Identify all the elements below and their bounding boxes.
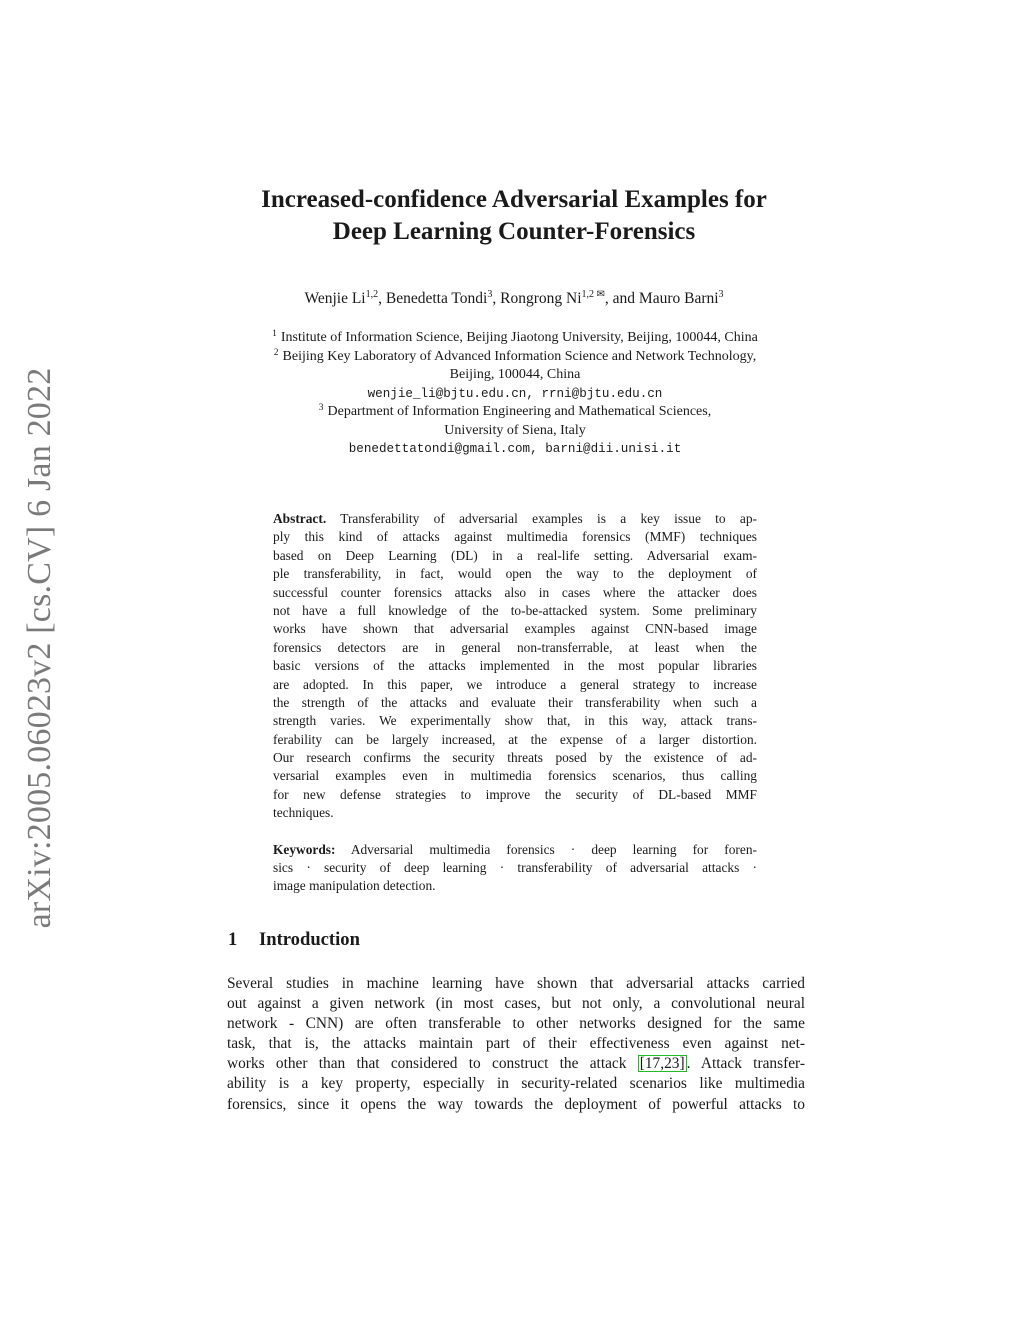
title-line-2: Deep Learning Counter-Forensics <box>332 218 696 245</box>
section-number: 1 <box>228 929 238 950</box>
body-text-segment: works other than that considered to construct the attack <box>227 1055 638 1073</box>
citation-link[interactable]: [17,23] <box>639 1055 685 1073</box>
author-name: Rongrong Ni <box>500 290 582 307</box>
abstract-line: strength varies. We experimentally show that, in this way, attack trans- <box>273 713 757 729</box>
citation-number: 17 <box>644 1055 661 1073</box>
keywords-text: Adversarial multimedia forensics · deep learning for foren- <box>350 841 757 857</box>
abstract-line: versarial examples even in multimedia forensics scenarios, thus calling <box>273 768 757 784</box>
author-name: Mauro Barni <box>638 290 719 307</box>
body-line <box>227 1054 805 1074</box>
body-line: network - CNN) are often transferable to other networks designed for the same <box>227 1015 805 1033</box>
citation-number: 23 <box>664 1055 680 1073</box>
author-separator: , and <box>604 290 639 307</box>
paper-title <box>180 184 848 248</box>
section-heading-introduction <box>228 929 360 951</box>
body-text-segment: . Attack transfer- <box>686 1055 805 1073</box>
abstract-line: techniques. <box>273 805 334 821</box>
affiliation-number: 3 <box>318 403 324 413</box>
affiliation-number: 1 <box>272 329 277 339</box>
abstract-line: are adopted. In this paper, we introduce a general strategy to increase <box>273 676 757 692</box>
abstract-line <box>273 510 757 528</box>
affiliation-1 <box>220 329 810 348</box>
section-title: Introduction <box>259 929 360 950</box>
author-affiliation-mark: 1,2 <box>365 289 379 300</box>
abstract-line: successful counter forensics attacks also in cases where the attacker does <box>273 584 757 600</box>
arxiv-identifier-stamp <box>16 368 64 928</box>
keywords-line: sics · security of deep learning · transferability of adversarial attacks · <box>273 860 757 876</box>
email-addresses: wenjie_li@bjtu.edu.cn, rrni@bjtu.edu.cn <box>367 386 663 401</box>
affiliation-3 <box>220 403 810 422</box>
abstract-block <box>273 510 757 896</box>
title-line-1: Increased-confidence Adversarial Examples for <box>261 186 767 213</box>
abstract-line: ferability can be largely increased, at the expense of a larger distortion. <box>273 731 757 747</box>
author-name: Benedetta Tondi <box>385 290 488 307</box>
abstract-line: ply this kind of attacks against multimedia forensics (MMF) techniques <box>273 529 757 545</box>
abstract-line: not have a full knowledge of the to-be-attacked system. Some preliminary <box>273 602 757 618</box>
body-line: ability is a key property, especially in security-related scenarios like multimedia <box>227 1075 805 1093</box>
author-list <box>180 290 848 308</box>
email-addresses: benedettatondi@gmail.com, barni@dii.unisi.it <box>348 442 682 456</box>
arxiv-identifier-text: arXiv:2005.06023v2 [cs.CV] 6 Jan 2022 <box>21 367 58 929</box>
body-line: forensics, since it opens the way towards the deployment of powerful attacks to <box>227 1095 805 1113</box>
body-line: out against a given network (in most cases, but not only, a convolutional neural <box>227 995 805 1013</box>
citation-separator: , <box>660 1055 665 1073</box>
author-affiliation-mark: 3 <box>487 289 493 300</box>
body-line: Several studies in machine learning have shown that adversarial attacks carried <box>227 975 805 992</box>
affiliation-text: Department of Information Engineering and Mathematical Sciences, <box>327 404 712 419</box>
affiliation-emails-2 <box>220 440 810 458</box>
abstract-text: Transferability of adversarial examples is a key issue to ap- <box>340 511 757 526</box>
author-separator: , <box>378 290 386 307</box>
author-separator: , <box>492 290 501 307</box>
author-name: Wenjie Li <box>304 290 366 307</box>
keywords-label: Keywords: <box>273 841 336 857</box>
abstract-line: forensics detectors are in general non-transferrable, at least when the <box>273 639 757 655</box>
abstract-line: Our research confirms the security threats posed by the existence of ad- <box>273 750 757 766</box>
abstract-line: works have shown that adversarial examples against CNN-based image <box>273 621 757 637</box>
affiliation-number: 2 <box>273 347 279 358</box>
affiliation-2-continued <box>220 366 810 384</box>
affiliation-2 <box>220 348 810 367</box>
affiliation-text: Beijing Key Laboratory of Advanced Information Science and Network Technology, <box>282 348 757 364</box>
abstract-line: for new defense strategies to improve the security of DL-based MMF <box>273 786 757 802</box>
body-line: task, that is, the attacks maintain part of their effectiveness even against net- <box>227 1035 805 1053</box>
keywords-line <box>273 841 757 859</box>
affiliation-emails-1 <box>220 385 810 403</box>
author-affiliation-mark: 3 <box>718 289 724 300</box>
affiliation-text: Beijing, 100044, China <box>449 367 581 382</box>
abstract-line: ple transferability, in fact, would open the way to the deployment of <box>273 566 757 582</box>
affiliation-3-continued <box>220 422 810 440</box>
affiliation-text: University of Siena, Italy <box>444 422 586 438</box>
affiliation-text: Institute of Information Science, Beijing Jiaotong University, Beijing, 100044, China <box>280 330 758 345</box>
abstract-line: the strength of the attacks and evaluate their transferability when such a <box>273 694 757 710</box>
introduction-paragraph <box>227 974 805 1115</box>
keywords-line: image manipulation detection. <box>273 878 436 894</box>
abstract-label: Abstract. <box>273 511 327 526</box>
author-affiliation-mark: 1,2 ✉ <box>581 289 605 300</box>
abstract-line: basic versions of the attacks implemented in the most popular libraries <box>273 658 757 674</box>
abstract-line: based on Deep Learning (DL) in a real-life setting. Adversarial exam- <box>273 547 757 563</box>
